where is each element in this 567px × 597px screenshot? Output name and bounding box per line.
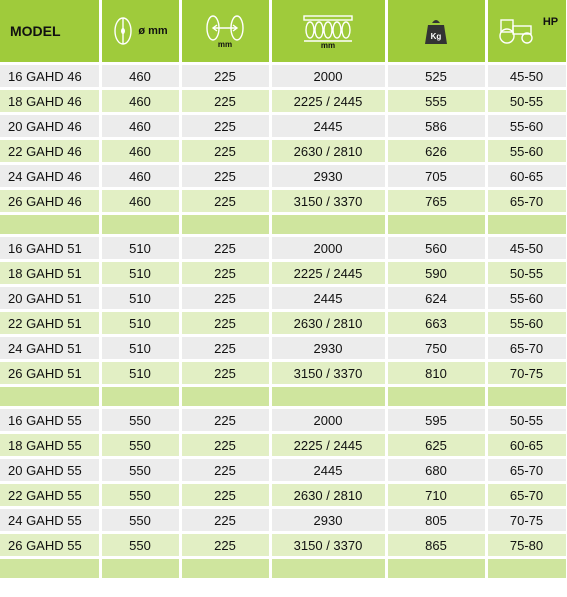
power-cell: 50-55 <box>486 261 567 286</box>
weight-cell: 555 <box>386 89 486 114</box>
weight-cell: 750 <box>386 336 486 361</box>
table-row <box>0 114 567 139</box>
diameter-cell: 510 <box>100 361 180 386</box>
diameter-cell: 460 <box>100 139 180 164</box>
table-row <box>0 236 567 261</box>
table-row <box>0 483 567 508</box>
spacing-cell: 225 <box>180 261 270 286</box>
model-cell: 16 GAHD 46 <box>0 64 100 89</box>
spacing-cell: 225 <box>180 236 270 261</box>
separator-cell <box>180 386 270 408</box>
power-cell: 65-70 <box>486 458 567 483</box>
power-cell: 70-75 <box>486 361 567 386</box>
separator-cell <box>270 558 386 580</box>
weight-cell: 624 <box>386 286 486 311</box>
table-row <box>0 64 567 89</box>
diameter-cell: 510 <box>100 236 180 261</box>
power-cell: 75-80 <box>486 533 567 558</box>
table-row <box>0 508 567 533</box>
spacing-cell: 225 <box>180 483 270 508</box>
spacing-cell: 225 <box>180 336 270 361</box>
separator-cell <box>486 214 567 236</box>
table-row <box>0 361 567 386</box>
spacing-header <box>180 0 270 64</box>
separator-cell <box>0 558 100 580</box>
model-cell: 22 GAHD 55 <box>0 483 100 508</box>
table-row <box>0 336 567 361</box>
width-cell: 2930 <box>270 336 386 361</box>
weight-cell: 680 <box>386 458 486 483</box>
width-cell: 2000 <box>270 236 386 261</box>
diameter-cell: 550 <box>100 533 180 558</box>
power-cell: 60-65 <box>486 164 567 189</box>
width-unit: mm <box>320 40 336 50</box>
diameter-cell: 550 <box>100 508 180 533</box>
spacing-cell: 225 <box>180 508 270 533</box>
separator-cell <box>386 558 486 580</box>
diameter-header <box>100 0 180 64</box>
separator-cell <box>100 558 180 580</box>
weight-cell: 586 <box>386 114 486 139</box>
model-cell: 22 GAHD 46 <box>0 139 100 164</box>
spacing-cell: 225 <box>180 139 270 164</box>
group-separator <box>0 386 567 408</box>
table-row <box>0 408 567 433</box>
diameter-unit: ø mm <box>138 25 168 37</box>
power-unit: HP <box>542 16 559 28</box>
weight-cell: 625 <box>386 433 486 458</box>
separator-cell <box>100 214 180 236</box>
separator-cell <box>270 214 386 236</box>
separator-cell <box>180 558 270 580</box>
power-header <box>486 0 567 64</box>
width-cell: 2445 <box>270 458 386 483</box>
diameter-cell: 510 <box>100 336 180 361</box>
diameter-cell: 550 <box>100 483 180 508</box>
power-cell: 55-60 <box>486 114 567 139</box>
power-cell: 55-60 <box>486 139 567 164</box>
width-cell: 2630 / 2810 <box>270 483 386 508</box>
width-cell: 3150 / 3370 <box>270 361 386 386</box>
diameter-cell: 510 <box>100 261 180 286</box>
table-row <box>0 533 567 558</box>
model-cell: 18 GAHD 46 <box>0 89 100 114</box>
power-cell: 70-75 <box>486 508 567 533</box>
separator-cell <box>180 214 270 236</box>
width-cell: 2225 / 2445 <box>270 261 386 286</box>
power-cell: 50-55 <box>486 89 567 114</box>
table-row <box>0 261 567 286</box>
weight-cell: 865 <box>386 533 486 558</box>
width-cell: 2000 <box>270 408 386 433</box>
model-cell: 20 GAHD 55 <box>0 458 100 483</box>
weight-unit: Kg <box>430 32 442 41</box>
diameter-cell: 460 <box>100 114 180 139</box>
diameter-cell: 510 <box>100 286 180 311</box>
weight-icon <box>424 17 448 45</box>
spacing-cell: 225 <box>180 89 270 114</box>
weight-cell: 560 <box>386 236 486 261</box>
spacing-cell: 225 <box>180 433 270 458</box>
model-cell: 24 GAHD 55 <box>0 508 100 533</box>
spacing-cell: 225 <box>180 311 270 336</box>
table-row <box>0 286 567 311</box>
separator-cell <box>386 386 486 408</box>
model-cell: 26 GAHD 55 <box>0 533 100 558</box>
spacing-cell: 225 <box>180 64 270 89</box>
weight-cell: 710 <box>386 483 486 508</box>
width-cell: 2225 / 2445 <box>270 89 386 114</box>
tractor-icon <box>495 18 539 44</box>
weight-cell: 626 <box>386 139 486 164</box>
disc-spacing-icon <box>203 14 247 42</box>
width-cell: 2930 <box>270 164 386 189</box>
table-row <box>0 139 567 164</box>
model-cell: 24 GAHD 51 <box>0 336 100 361</box>
width-cell: 2630 / 2810 <box>270 139 386 164</box>
spacing-unit: mm <box>217 39 233 49</box>
spacing-cell: 225 <box>180 189 270 214</box>
diameter-cell: 460 <box>100 189 180 214</box>
working-width-icon <box>300 13 356 43</box>
power-cell: 65-70 <box>486 336 567 361</box>
weight-cell: 810 <box>386 361 486 386</box>
power-cell: 45-50 <box>486 236 567 261</box>
spacing-cell: 225 <box>180 408 270 433</box>
width-cell: 3150 / 3370 <box>270 533 386 558</box>
separator-cell <box>386 214 486 236</box>
weight-cell: 663 <box>386 311 486 336</box>
weight-cell: 525 <box>386 64 486 89</box>
header-row <box>0 0 567 64</box>
width-header <box>270 0 386 64</box>
width-cell: 2630 / 2810 <box>270 311 386 336</box>
power-cell: 45-50 <box>486 64 567 89</box>
separator-cell <box>270 386 386 408</box>
diameter-cell: 510 <box>100 311 180 336</box>
diameter-cell: 460 <box>100 89 180 114</box>
model-cell: 16 GAHD 51 <box>0 236 100 261</box>
width-cell: 2445 <box>270 114 386 139</box>
weight-cell: 595 <box>386 408 486 433</box>
diameter-cell: 550 <box>100 433 180 458</box>
power-cell: 50-55 <box>486 408 567 433</box>
spacing-cell: 225 <box>180 361 270 386</box>
weight-cell: 705 <box>386 164 486 189</box>
power-cell: 65-70 <box>486 483 567 508</box>
width-cell: 2930 <box>270 508 386 533</box>
diameter-cell: 460 <box>100 64 180 89</box>
width-cell: 2445 <box>270 286 386 311</box>
width-cell: 2225 / 2445 <box>270 433 386 458</box>
spacing-cell: 225 <box>180 458 270 483</box>
model-cell: 26 GAHD 51 <box>0 361 100 386</box>
power-cell: 55-60 <box>486 286 567 311</box>
width-cell: 3150 / 3370 <box>270 189 386 214</box>
model-cell: 20 GAHD 46 <box>0 114 100 139</box>
separator-cell <box>100 386 180 408</box>
separator-cell <box>486 386 567 408</box>
spacing-cell: 225 <box>180 164 270 189</box>
diameter-cell: 550 <box>100 458 180 483</box>
spacing-cell: 225 <box>180 533 270 558</box>
weight-cell: 805 <box>386 508 486 533</box>
spacing-cell: 225 <box>180 286 270 311</box>
table-row <box>0 89 567 114</box>
separator-cell <box>0 386 100 408</box>
model-cell: 18 GAHD 55 <box>0 433 100 458</box>
model-cell: 22 GAHD 51 <box>0 311 100 336</box>
group-separator <box>0 558 567 580</box>
table-row <box>0 433 567 458</box>
table-row <box>0 164 567 189</box>
model-cell: 20 GAHD 51 <box>0 286 100 311</box>
power-cell: 60-65 <box>486 433 567 458</box>
width-cell: 2000 <box>270 64 386 89</box>
group-separator <box>0 214 567 236</box>
table-row <box>0 311 567 336</box>
model-header: MODEL <box>0 0 100 64</box>
model-cell: 24 GAHD 46 <box>0 164 100 189</box>
model-cell: 26 GAHD 46 <box>0 189 100 214</box>
model-cell: 16 GAHD 55 <box>0 408 100 433</box>
power-cell: 65-70 <box>486 189 567 214</box>
separator-cell <box>0 214 100 236</box>
diameter-cell: 550 <box>100 408 180 433</box>
table-row <box>0 458 567 483</box>
separator-cell <box>486 558 567 580</box>
weight-cell: 590 <box>386 261 486 286</box>
model-cell: 18 GAHD 51 <box>0 261 100 286</box>
power-cell: 55-60 <box>486 311 567 336</box>
table-row <box>0 189 567 214</box>
weight-cell: 765 <box>386 189 486 214</box>
diameter-cell: 460 <box>100 164 180 189</box>
disc-diameter-icon <box>112 16 134 46</box>
spacing-cell: 225 <box>180 114 270 139</box>
weight-header <box>386 0 486 64</box>
